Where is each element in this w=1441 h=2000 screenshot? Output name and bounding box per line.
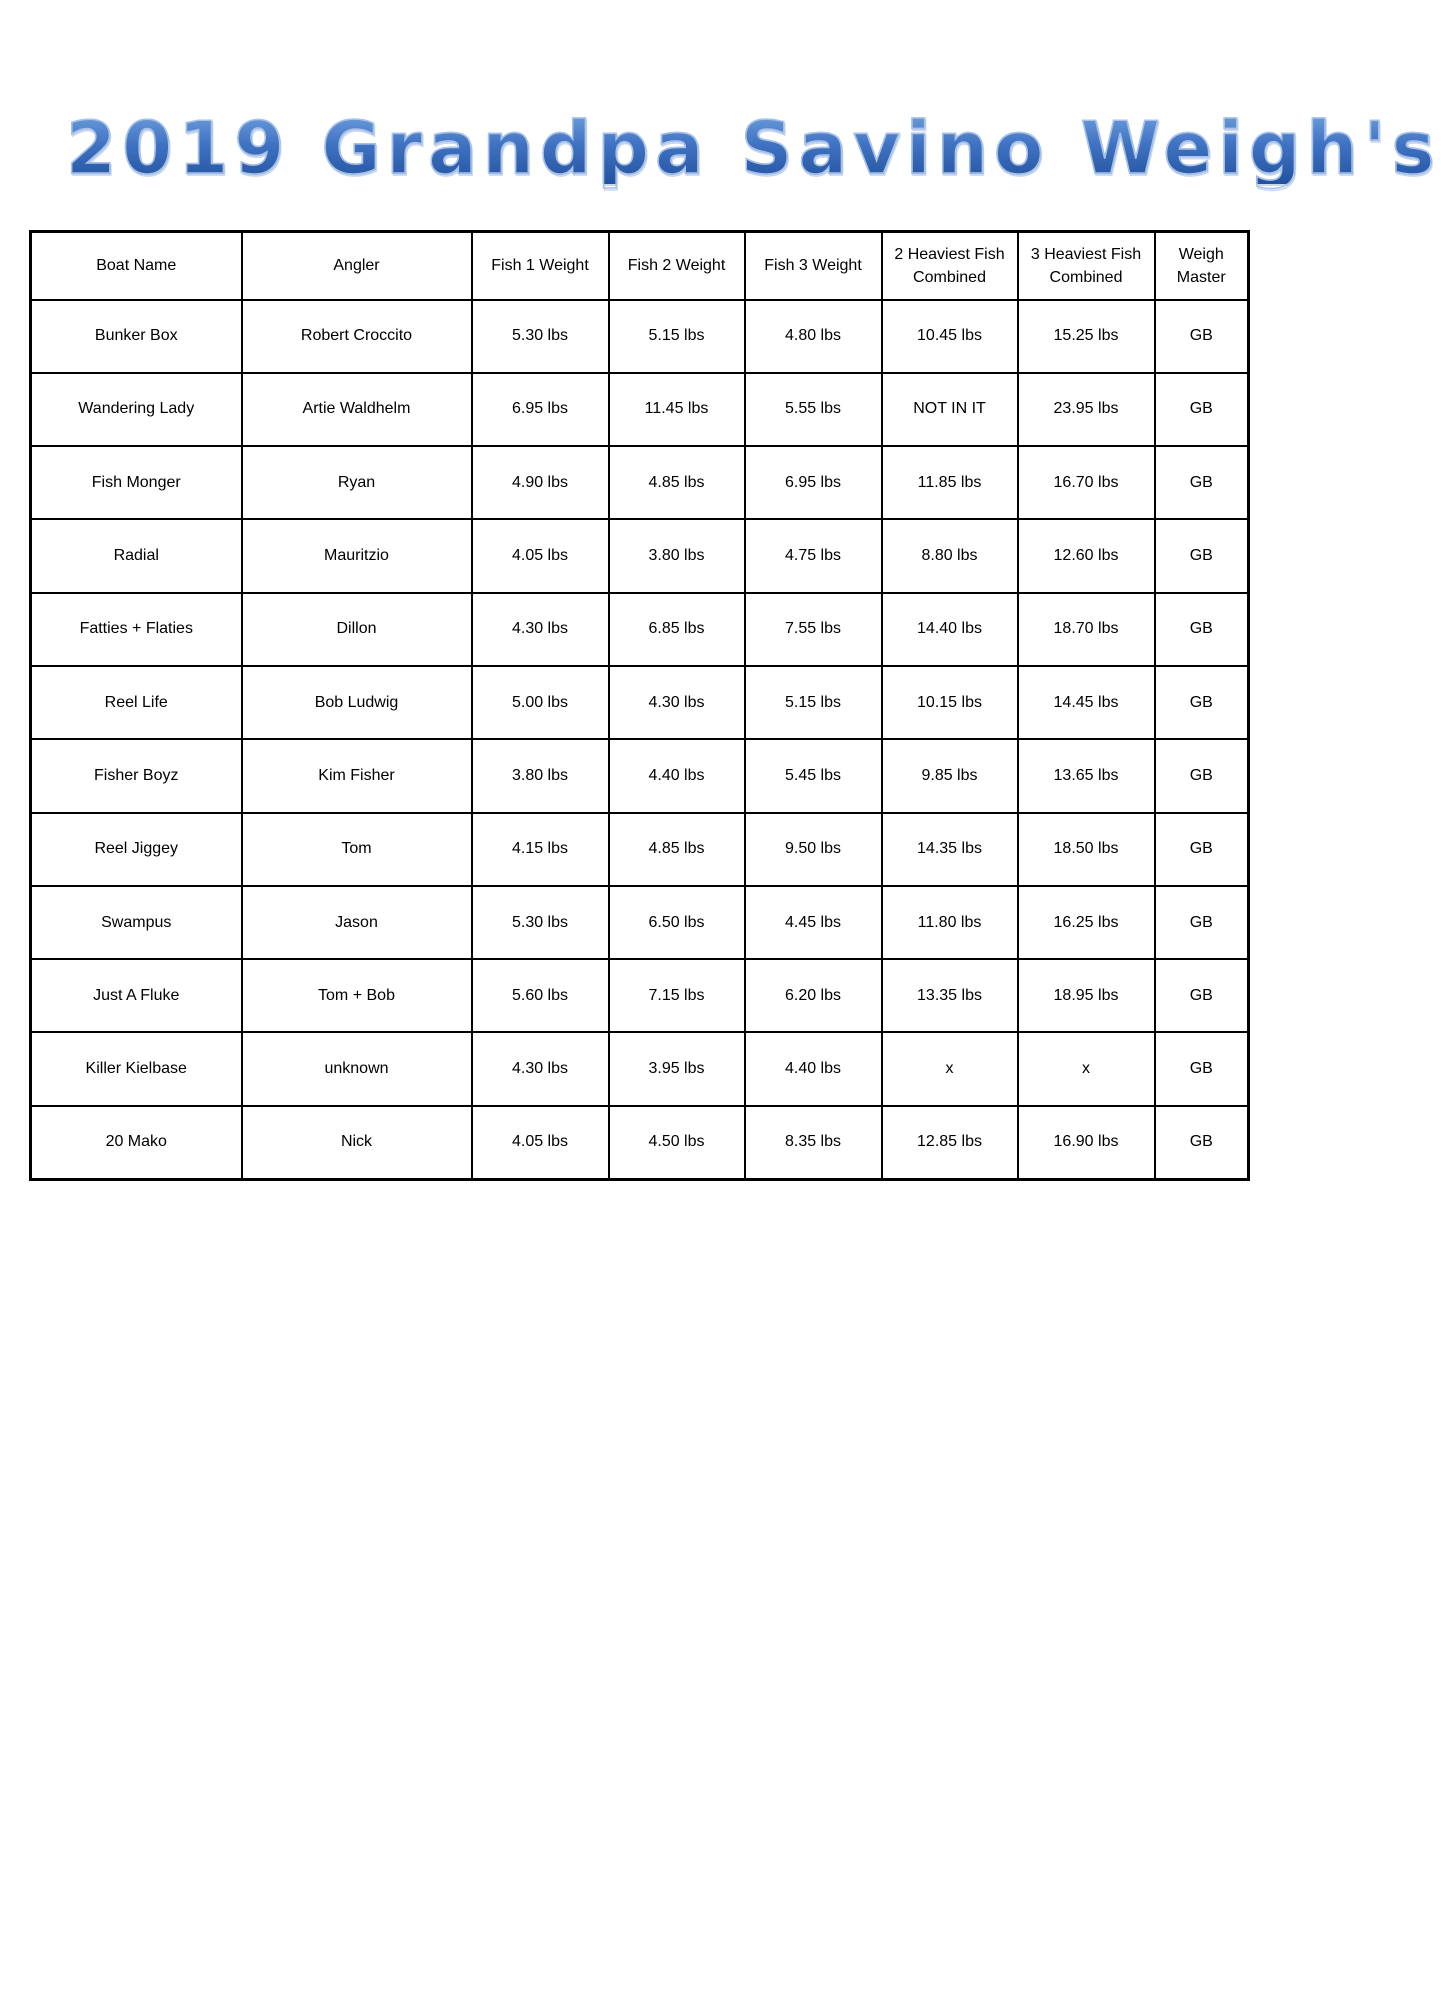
cell-2-heaviest-combined: 10.45 lbs: [882, 300, 1018, 373]
header-boat-name: Boat Name: [31, 232, 242, 300]
cell-weigh-master: GB: [1155, 519, 1249, 592]
cell-fish-2-weight: 6.85 lbs: [609, 593, 745, 666]
cell-3-heaviest-combined: 12.60 lbs: [1018, 519, 1155, 592]
cell-3-heaviest-combined: 18.50 lbs: [1018, 813, 1155, 886]
cell-angler: Tom + Bob: [242, 959, 472, 1032]
table-row: [31, 886, 1249, 959]
cell-3-heaviest-combined: x: [1018, 1032, 1155, 1105]
cell-fish-1-weight: 5.30 lbs: [472, 886, 609, 959]
cell-3-heaviest-combined: 13.65 lbs: [1018, 739, 1155, 812]
cell-fish-3-weight: 4.80 lbs: [745, 300, 882, 373]
cell-fish-2-weight: 6.50 lbs: [609, 886, 745, 959]
cell-fish-3-weight: 4.45 lbs: [745, 886, 882, 959]
cell-boat-name: Reel Life: [31, 666, 242, 739]
header-fish-2-weight: Fish 2 Weight: [609, 232, 745, 300]
cell-weigh-master: GB: [1155, 446, 1249, 519]
cell-weigh-master: GB: [1155, 739, 1249, 812]
cell-fish-2-weight: 4.50 lbs: [609, 1106, 745, 1179]
header-2-heaviest-line1: 2 Heaviest Fish: [894, 245, 1005, 263]
table-row: [31, 1106, 1249, 1179]
cell-2-heaviest-combined: 14.35 lbs: [882, 813, 1018, 886]
cell-fish-3-weight: 6.95 lbs: [745, 446, 882, 519]
table-row: [31, 373, 1249, 446]
cell-fish-1-weight: 5.60 lbs: [472, 959, 609, 1032]
cell-fish-1-weight: 6.95 lbs: [472, 373, 609, 446]
cell-weigh-master: GB: [1155, 959, 1249, 1032]
table-row: [31, 519, 1249, 592]
header-weigh-master-line1: Weigh: [1178, 245, 1224, 263]
table-row: [31, 666, 1249, 739]
cell-fish-2-weight: 4.85 lbs: [609, 446, 745, 519]
cell-angler: Bob Ludwig: [242, 666, 472, 739]
cell-fish-1-weight: 4.30 lbs: [472, 1032, 609, 1105]
cell-boat-name: Just A Fluke: [31, 959, 242, 1032]
cell-boat-name: Bunker Box: [31, 300, 242, 373]
cell-boat-name: Fish Monger: [31, 446, 242, 519]
cell-fish-2-weight: 3.95 lbs: [609, 1032, 745, 1105]
header-3-heaviest-combined: [1018, 232, 1155, 300]
cell-fish-3-weight: 5.55 lbs: [745, 373, 882, 446]
header-fish-1-weight: Fish 1 Weight: [472, 232, 609, 300]
cell-weigh-master: GB: [1155, 1032, 1249, 1105]
cell-fish-3-weight: 4.40 lbs: [745, 1032, 882, 1105]
header-angler: Angler: [242, 232, 472, 300]
table-row: [31, 1032, 1249, 1105]
cell-boat-name: Fatties + Flaties: [31, 593, 242, 666]
cell-boat-name: 20 Mako: [31, 1106, 242, 1179]
cell-fish-2-weight: 4.40 lbs: [609, 739, 745, 812]
cell-boat-name: Wandering Lady: [31, 373, 242, 446]
cell-fish-3-weight: 4.75 lbs: [745, 519, 882, 592]
cell-boat-name: Reel Jiggey: [31, 813, 242, 886]
cell-fish-3-weight: 5.15 lbs: [745, 666, 882, 739]
cell-angler: Artie Waldhelm: [242, 373, 472, 446]
cell-boat-name: Radial: [31, 519, 242, 592]
cell-3-heaviest-combined: 16.90 lbs: [1018, 1106, 1155, 1179]
cell-2-heaviest-combined: 13.35 lbs: [882, 959, 1018, 1032]
cell-angler: Mauritzio: [242, 519, 472, 592]
cell-angler: Ryan: [242, 446, 472, 519]
cell-fish-1-weight: 5.00 lbs: [472, 666, 609, 739]
cell-fish-2-weight: 4.85 lbs: [609, 813, 745, 886]
cell-2-heaviest-combined: 11.85 lbs: [882, 446, 1018, 519]
cell-boat-name: Killer Kielbase: [31, 1032, 242, 1105]
cell-fish-1-weight: 4.05 lbs: [472, 1106, 609, 1179]
cell-angler: Nick: [242, 1106, 472, 1179]
header-2-heaviest-line2: Combined: [913, 268, 986, 286]
cell-2-heaviest-combined: 11.80 lbs: [882, 886, 1018, 959]
cell-angler: Dillon: [242, 593, 472, 666]
cell-2-heaviest-combined: 8.80 lbs: [882, 519, 1018, 592]
cell-3-heaviest-combined: 16.70 lbs: [1018, 446, 1155, 519]
cell-3-heaviest-combined: 23.95 lbs: [1018, 373, 1155, 446]
weigh-in-table: [29, 230, 1250, 1181]
cell-fish-1-weight: 4.90 lbs: [472, 446, 609, 519]
cell-fish-3-weight: 8.35 lbs: [745, 1106, 882, 1179]
header-2-heaviest-combined: [882, 232, 1018, 300]
cell-weigh-master: GB: [1155, 593, 1249, 666]
header-fish-3-weight: Fish 3 Weight: [745, 232, 882, 300]
table-row: [31, 813, 1249, 886]
cell-3-heaviest-combined: 18.95 lbs: [1018, 959, 1155, 1032]
cell-fish-1-weight: 4.15 lbs: [472, 813, 609, 886]
cell-fish-1-weight: 3.80 lbs: [472, 739, 609, 812]
page-title: 2019 Grandpa Savino Weigh's: [66, 106, 1441, 190]
cell-fish-1-weight: 5.30 lbs: [472, 300, 609, 373]
cell-2-heaviest-combined: NOT IN IT: [882, 373, 1018, 446]
cell-angler: Kim Fisher: [242, 739, 472, 812]
table-row: [31, 446, 1249, 519]
cell-boat-name: Swampus: [31, 886, 242, 959]
cell-fish-2-weight: 7.15 lbs: [609, 959, 745, 1032]
cell-fish-3-weight: 5.45 lbs: [745, 739, 882, 812]
cell-2-heaviest-combined: 14.40 lbs: [882, 593, 1018, 666]
table-row: [31, 739, 1249, 812]
cell-fish-1-weight: 4.30 lbs: [472, 593, 609, 666]
cell-boat-name: Fisher Boyz: [31, 739, 242, 812]
table-row: [31, 959, 1249, 1032]
table-body: [31, 300, 1249, 1180]
cell-3-heaviest-combined: 18.70 lbs: [1018, 593, 1155, 666]
cell-weigh-master: GB: [1155, 813, 1249, 886]
table-row: [31, 300, 1249, 373]
cell-fish-2-weight: 5.15 lbs: [609, 300, 745, 373]
header-3-heaviest-line2: Combined: [1049, 268, 1123, 286]
header-row: [31, 232, 1249, 300]
cell-fish-1-weight: 4.05 lbs: [472, 519, 609, 592]
cell-fish-3-weight: 7.55 lbs: [745, 593, 882, 666]
cell-2-heaviest-combined: 10.15 lbs: [882, 666, 1018, 739]
cell-fish-2-weight: 11.45 lbs: [609, 373, 745, 446]
cell-weigh-master: GB: [1155, 666, 1249, 739]
cell-weigh-master: GB: [1155, 886, 1249, 959]
cell-angler: Jason: [242, 886, 472, 959]
cell-weigh-master: GB: [1155, 1106, 1249, 1179]
cell-2-heaviest-combined: 9.85 lbs: [882, 739, 1018, 812]
table-row: [31, 593, 1249, 666]
cell-weigh-master: GB: [1155, 373, 1249, 446]
cell-fish-2-weight: 4.30 lbs: [609, 666, 745, 739]
cell-3-heaviest-combined: 15.25 lbs: [1018, 300, 1155, 373]
cell-3-heaviest-combined: 16.25 lbs: [1018, 886, 1155, 959]
cell-fish-2-weight: 3.80 lbs: [609, 519, 745, 592]
cell-fish-3-weight: 9.50 lbs: [745, 813, 882, 886]
cell-3-heaviest-combined: 14.45 lbs: [1018, 666, 1155, 739]
cell-2-heaviest-combined: 12.85 lbs: [882, 1106, 1018, 1179]
cell-2-heaviest-combined: x: [882, 1032, 1018, 1105]
cell-weigh-master: GB: [1155, 300, 1249, 373]
cell-angler: unknown: [242, 1032, 472, 1105]
cell-angler: Robert Croccito: [242, 300, 472, 373]
header-weigh-master-line2: Master: [1176, 268, 1226, 286]
header-weigh-master: [1155, 232, 1249, 300]
header-3-heaviest-line1: 3 Heaviest Fish: [1030, 245, 1142, 263]
cell-angler: Tom: [242, 813, 472, 886]
cell-fish-3-weight: 6.20 lbs: [745, 959, 882, 1032]
